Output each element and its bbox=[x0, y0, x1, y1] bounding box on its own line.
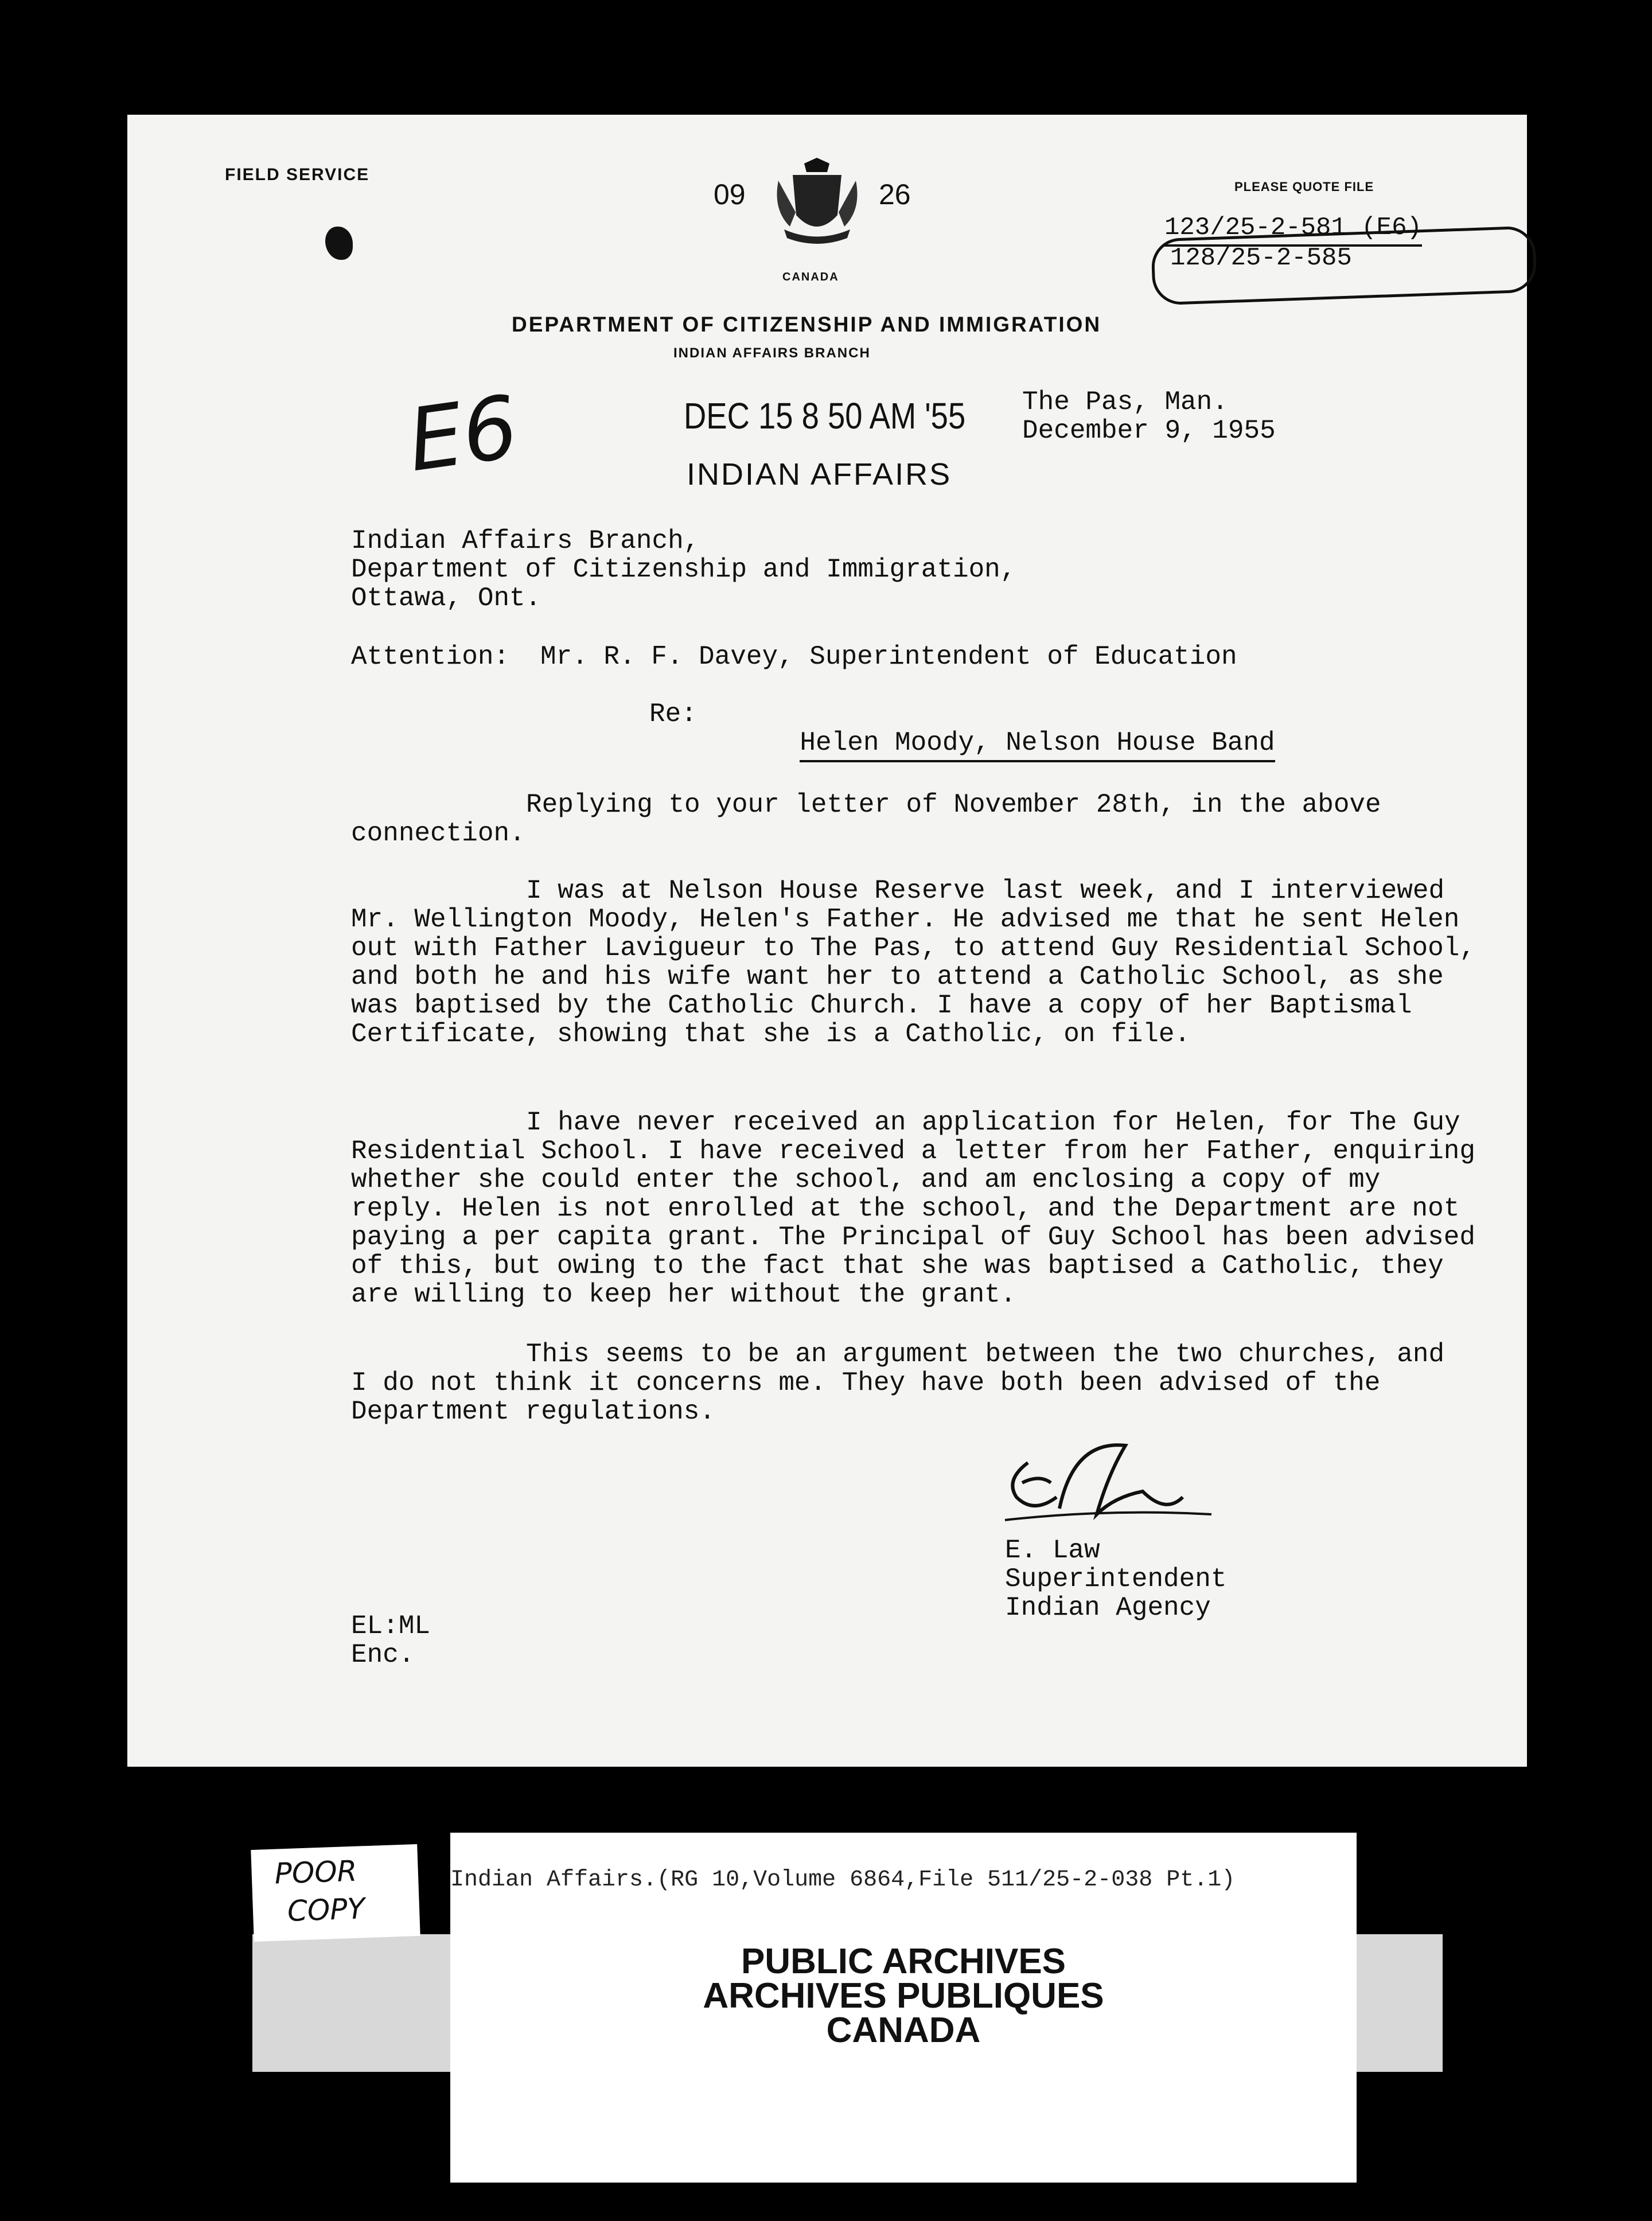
file-reference-1: 123/25-2-581 (E6) bbox=[1164, 213, 1422, 242]
field-service-label: FIELD SERVICE bbox=[225, 165, 370, 184]
reference-initials: EL:ML bbox=[351, 1611, 431, 1641]
ink-blot bbox=[325, 227, 353, 260]
signatory-title-2: Indian Agency bbox=[1005, 1593, 1211, 1623]
file-number-right: 26 bbox=[879, 178, 911, 211]
signatory-title-1: Superintendent bbox=[1005, 1564, 1227, 1594]
branch-name: INDIAN AFFAIRS BRANCH bbox=[673, 345, 871, 361]
archive-title: PUBLIC ARCHIVES ARCHIVES PUBLIQUES CANADA bbox=[703, 1942, 1104, 2050]
file-reference-2: 128/25-2-585 bbox=[1170, 244, 1352, 272]
body-paragraph-4: This seems to be an argument between the two churches, and I do not think it concerns me. They have both been advised of the Department regulations. bbox=[351, 1339, 1445, 1427]
letter-date: December 9, 1955 bbox=[1022, 416, 1276, 446]
file-number-left: 09 bbox=[714, 178, 746, 211]
re-subject: Helen Moody, Nelson House Band bbox=[737, 700, 1275, 786]
body-paragraph-2: I was at Nelson House Reserve last week, and I interviewed Mr. Wellington Moody, Helen's Father. He advised me that he sent Helen out with Father Lavigueur to The Pas, to attend Guy Residential School, and both he and his wife want her to attend a Catholic School, as she was baptised by the Catholic Church. I have a copy of her Baptismal Certificate, showing that she is a Catholic, on file. bbox=[351, 876, 1475, 1049]
archive-citation: Indian Affairs.(RG 10,Volume 6864,File 511/25-2-038 Pt.1) bbox=[450, 1867, 1236, 1893]
crest-label: CANADA bbox=[782, 271, 839, 283]
re-label: Re: bbox=[649, 699, 697, 729]
handwritten-signature bbox=[993, 1428, 1234, 1532]
letter-place: The Pas, Man. bbox=[1022, 387, 1228, 417]
enclosure-note: Enc. bbox=[351, 1640, 415, 1670]
received-stamp-office: INDIAN AFFAIRS bbox=[687, 457, 952, 492]
addressee-line-1: Indian Affairs Branch, bbox=[351, 526, 700, 556]
body-paragraph-3: I have never received an application for Helen, for The Guy Residential School. I have received a letter from her Father, enquiring whether she could enter the school, and am enclosing a copy of my reply. Helen is not enrolled at the school, and the Department are not paying a per capita grant. The Principal of Guy School has been advised of this, but owing to the fact that she was baptised a Catholic, they are willing to keep her without the grant. bbox=[351, 1108, 1475, 1310]
department-name: DEPARTMENT OF CITIZENSHIP AND IMMIGRATION bbox=[512, 313, 1102, 336]
archive-label bbox=[450, 1833, 1357, 2183]
please-quote-file-label: PLEASE QUOTE FILE bbox=[1234, 180, 1374, 194]
attention-label: Attention: bbox=[351, 642, 510, 672]
addressee-line-3: Ottawa, Ont. bbox=[351, 583, 541, 613]
addressee-line-2: Department of Citizenship and Immigration, bbox=[351, 555, 1016, 585]
received-stamp-date: DEC 15 8 50 AM '55 bbox=[684, 395, 966, 437]
signatory-name: E. Law bbox=[1005, 1536, 1100, 1565]
letter-page bbox=[127, 115, 1527, 1767]
canada-crest-icon bbox=[770, 158, 864, 261]
body-paragraph-1: Replying to your letter of November 28th, in the above connection. bbox=[351, 790, 1381, 848]
attention-text: Mr. R. F. Davey, Superintendent of Education bbox=[540, 642, 1237, 672]
handwritten-file-mark: E6 bbox=[402, 377, 524, 492]
poor-copy-label: POOR COPY bbox=[251, 1844, 420, 1942]
